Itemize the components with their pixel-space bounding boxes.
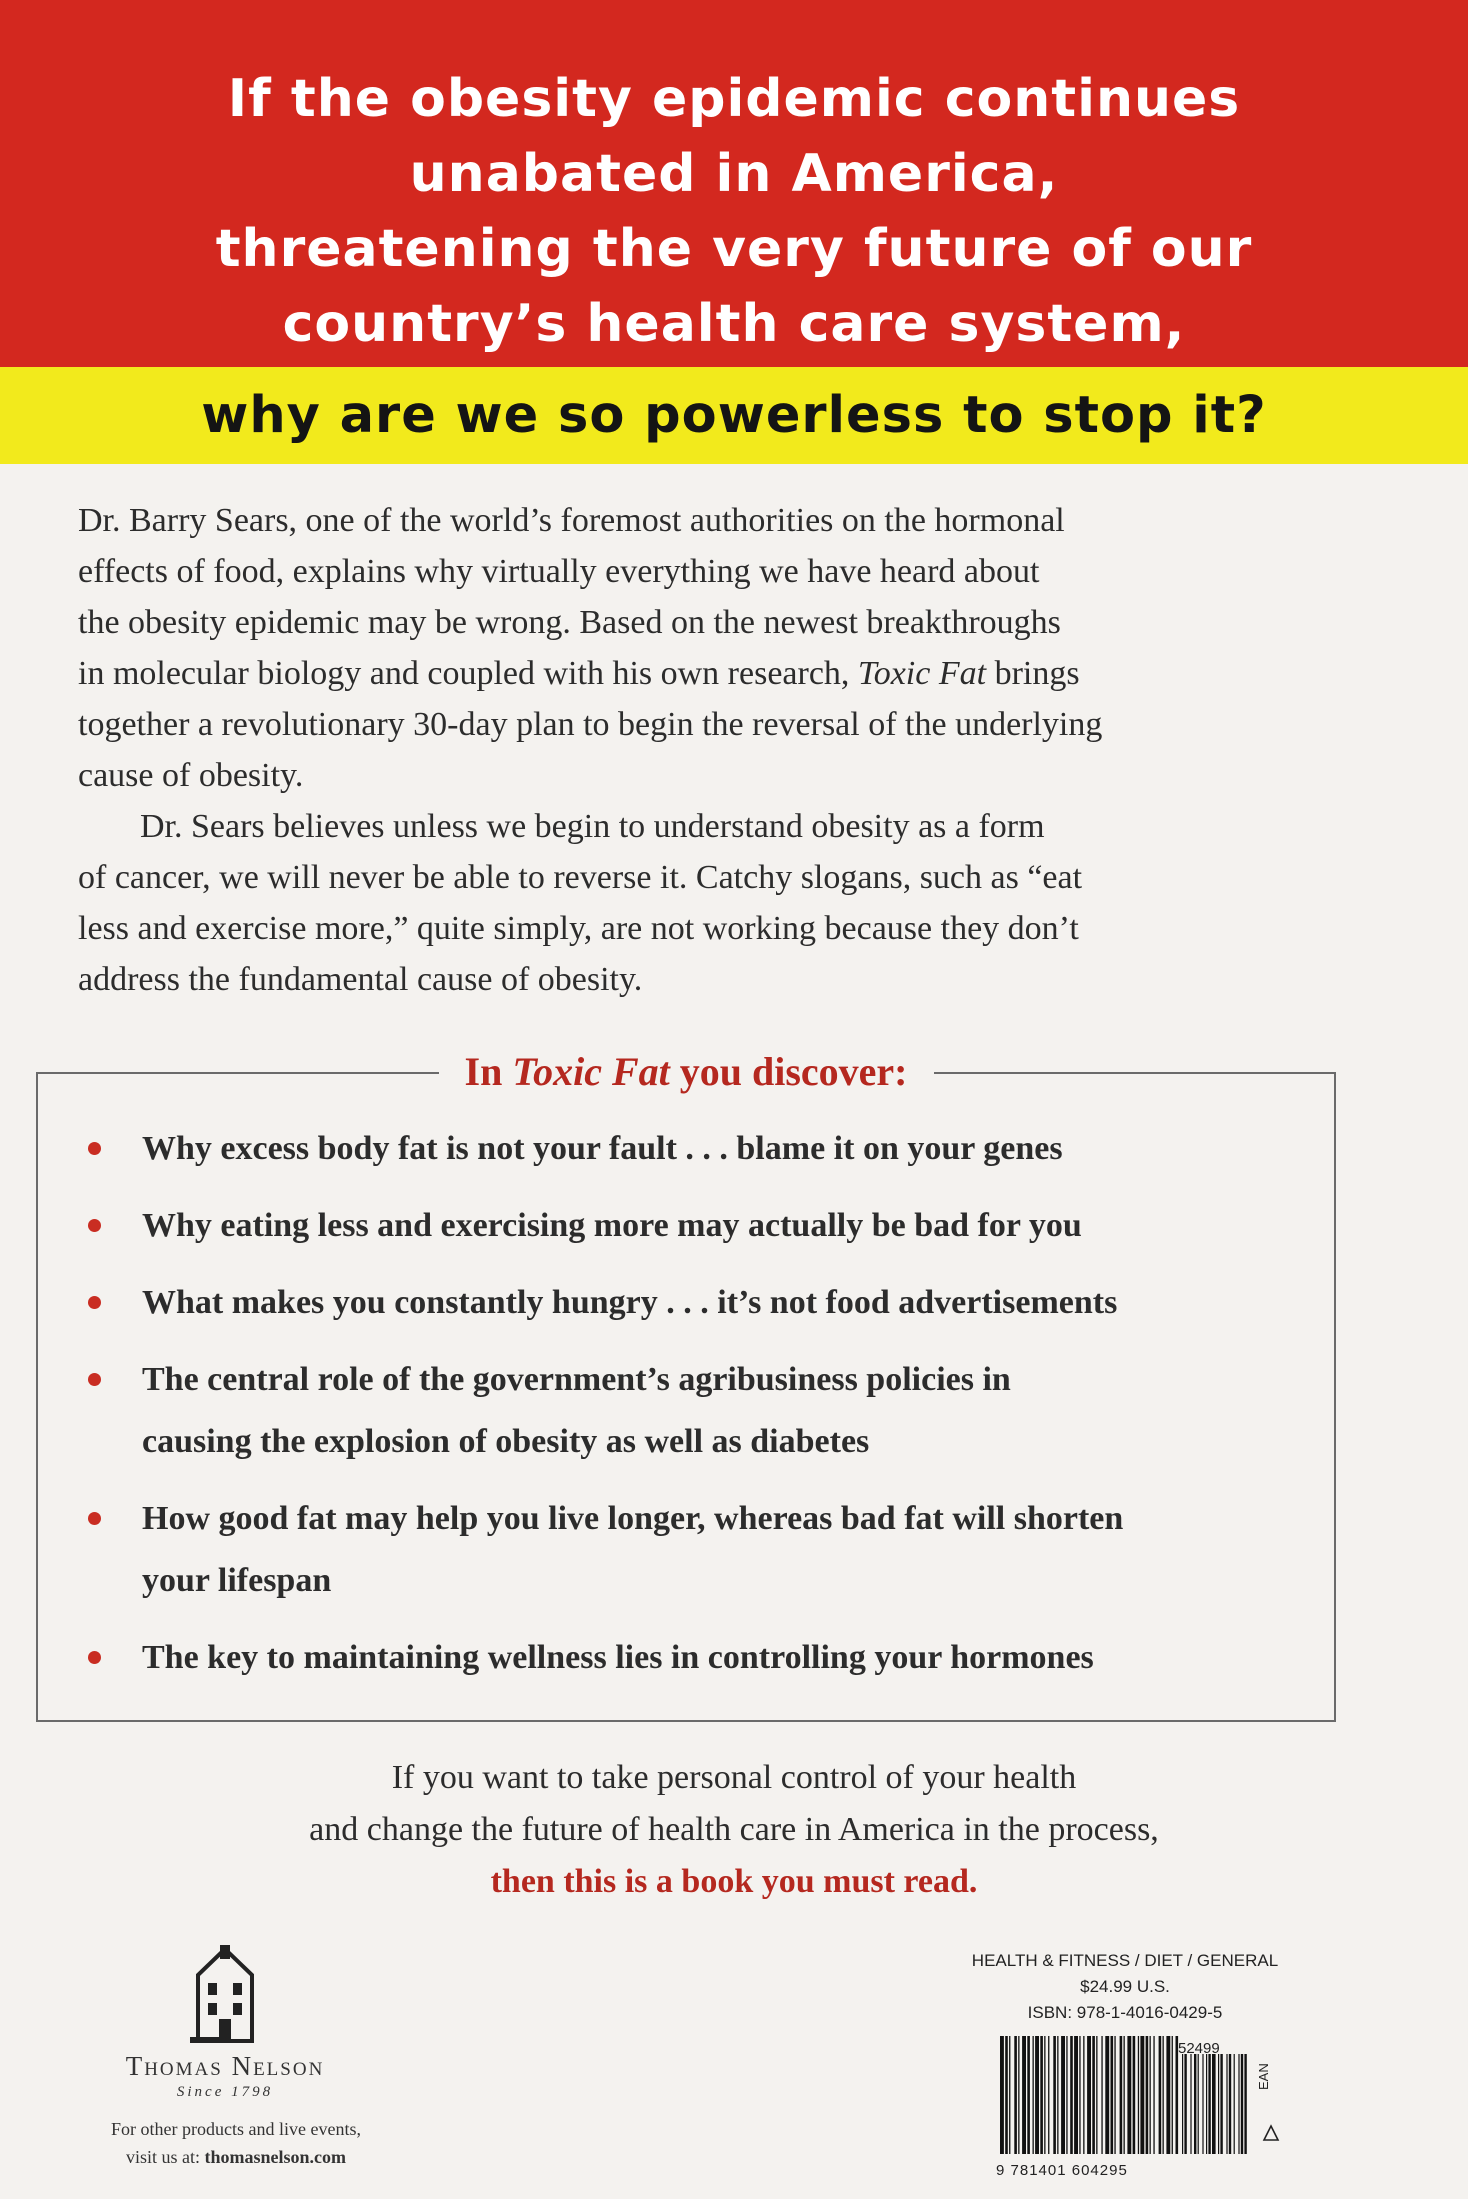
discover-heading-suffix: you discover: [669,1049,908,1094]
list-item [38,1627,1334,1689]
intro-line: of cancer, we will never be able to reverse it. Catchy slogans, such as “eat [78,859,1083,896]
intro-line: less and exercise more,” quite simply, are not working because they don’t [78,910,1079,947]
intro-paragraph-2 [78,801,1408,1005]
publisher-logo [90,1945,360,2101]
list-item [38,1195,1334,1257]
publisher-note-line: For other products and live events, [111,2119,361,2139]
list-item [38,1118,1334,1180]
list-item-text: Why excess body fat is not your fault . . . blame it on your genes [142,1130,1063,1167]
closing-line: and change the future of health care in America in the process, [309,1811,1159,1848]
publisher-note-line [66,2143,406,2171]
headline-line-4: country’s health care system, [282,294,1186,354]
list-item-text: The central role of the government’s agribusiness policies in [142,1361,1011,1398]
book-isbn: ISBN: 978-1-4016-0429-5 [1027,2003,1223,2022]
discover-heading-title: Toxic Fat [512,1049,670,1094]
headline-line-1: If the obesity epidemic continues [227,69,1241,129]
book-title: Toxic Fat [857,655,987,692]
list-item-text: Why eating less and exercising more may actually be bad for you [142,1207,1082,1244]
discover-heading-prefix: In [464,1049,513,1094]
triangle-icon [1262,2124,1280,2142]
list-item-text: How good fat may help you live longer, whereas bad fat will shorten [142,1500,1124,1537]
retail-info [960,1948,1290,2026]
question-band: why are we so powerless to stop it? [0,367,1468,464]
discover-box [36,1049,1336,1722]
list-item [38,1272,1334,1334]
list-item [38,1488,1334,1612]
house-logo-icon [190,1945,260,2045]
intro-line: address the fundamental cause of obesity. [78,961,643,998]
bullet-dot-icon [88,1142,101,1155]
bullet-dot-icon [88,1373,101,1386]
list-item-text: The key to maintaining wellness lies in controlling your hormones [142,1639,1094,1676]
publisher-note [66,2115,406,2171]
intro-line: effects of food, explains why virtually everything we have heard about [78,553,1040,590]
discover-heading [38,1042,1334,1102]
headline-line-2: unabated in America, [409,144,1059,204]
barcode-digits: 9 781401 604295 [996,2162,1128,2179]
intro-line-text: brings [986,655,1080,692]
list-item-text: What makes you constantly hungry . . . it’s not food advertisements [142,1284,1118,1321]
intro-text [78,495,1408,1005]
publisher-since: Since 1798 [176,2084,274,2100]
publisher-url: thomasnelson.com [204,2147,347,2167]
headline-band [0,0,1468,367]
book-price: $24.99 U.S. [1080,1977,1170,1996]
ean-label: EAN [1256,2063,1271,2090]
intro-line: the obesity epidemic may be wrong. Based on the newest breakthroughs [78,604,1061,641]
intro-line-text: in molecular biology and coupled with his own research, [78,655,850,692]
publisher-name: Thomas Nelson [125,2051,325,2081]
publisher-note-prefix: visit us at: [125,2147,205,2167]
bullet-dot-icon [88,1651,101,1664]
discover-list [38,1118,1334,1704]
intro-line [78,648,1408,699]
list-item-text: causing the explosion of obesity as well as diabetes [142,1423,870,1460]
closing-emphasis: then this is a book you must read. [490,1863,978,1900]
list-item-text: your lifespan [142,1562,332,1599]
intro-line: cause of obesity. [78,757,304,794]
bullet-dot-icon [88,1296,101,1309]
intro-line: together a revolutionary 30-day plan to begin the reversal of the underlying [78,706,1103,743]
intro-line: Dr. Sears believes unless we begin to understand obesity as a form [140,808,1045,845]
intro-paragraph-1 [78,495,1408,801]
headline-line-3: threatening the very future of our [215,219,1253,279]
book-category: HEALTH & FITNESS / DIET / GENERAL [971,1951,1279,1970]
bullet-dot-icon [88,1512,101,1525]
closing-text [0,1752,1468,1908]
intro-line: Dr. Barry Sears, one of the world’s foremost authorities on the hormonal [78,502,1065,539]
price-code: 52499 [1178,2040,1220,2057]
list-item [38,1349,1334,1473]
bullet-dot-icon [88,1219,101,1232]
closing-line: If you want to take personal control of your health [391,1759,1077,1796]
